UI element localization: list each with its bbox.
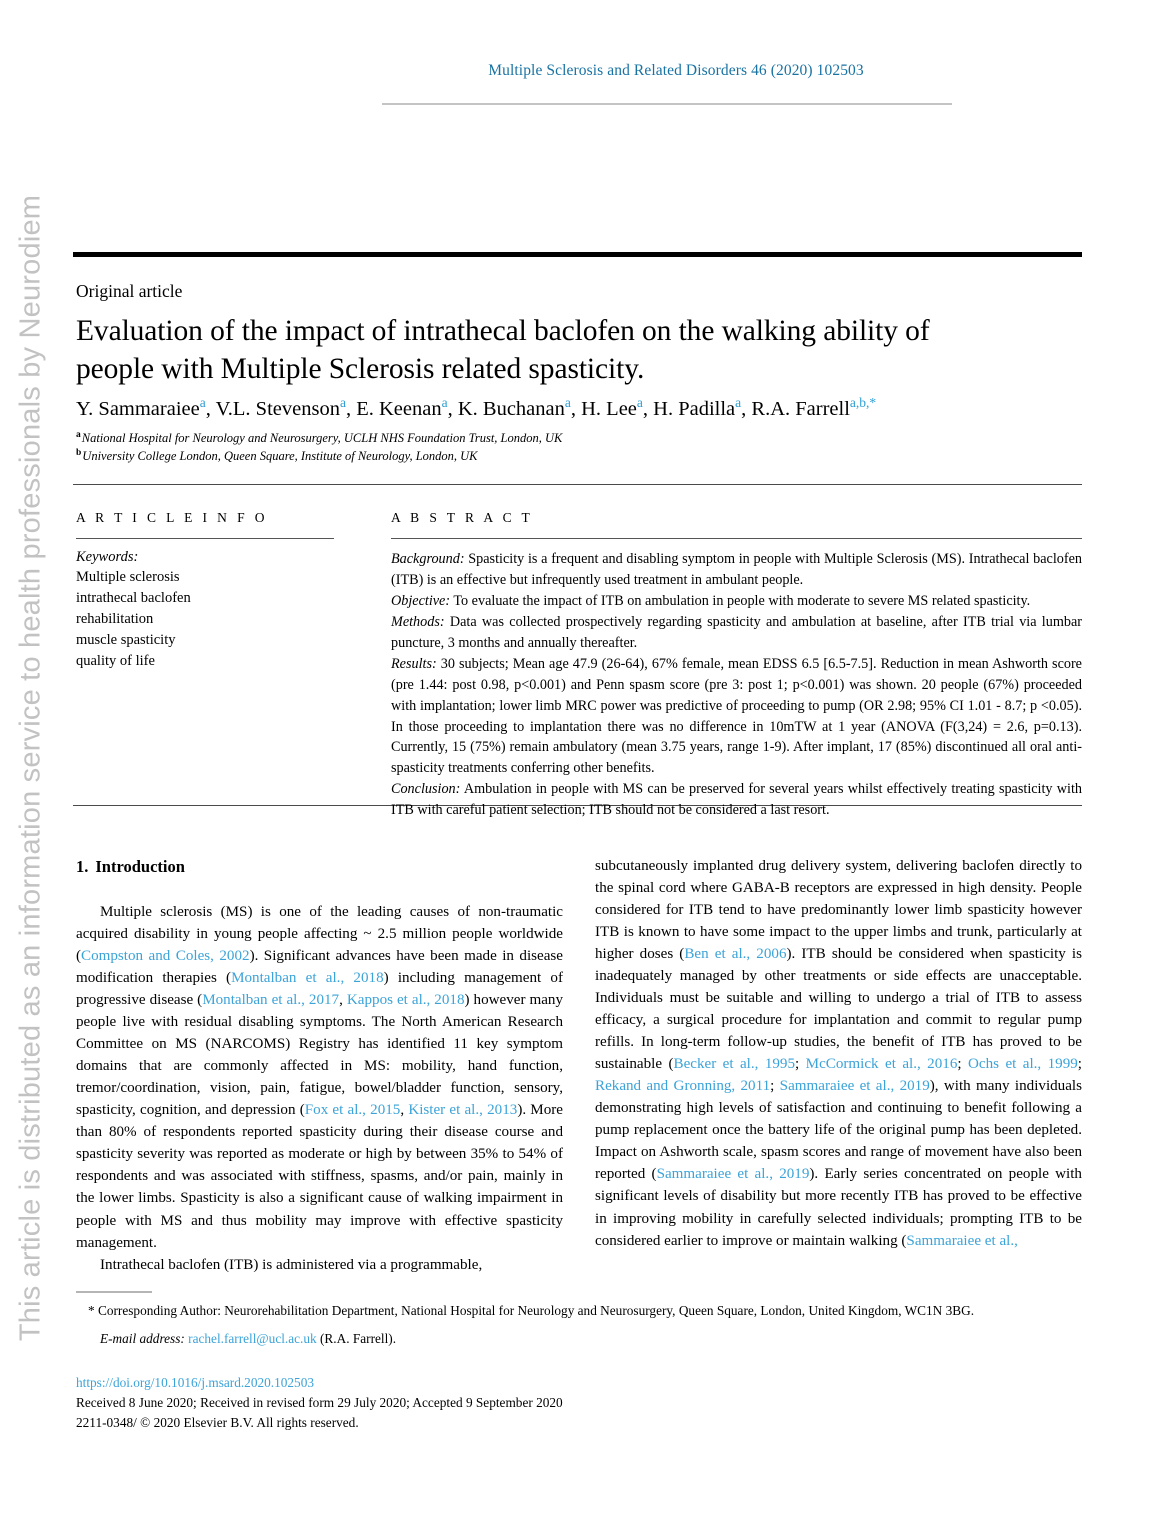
citation-link[interactable]: McCormick et al., 2016 [805, 1056, 958, 1073]
abstract-section-text: 30 subjects; Mean age 47.9 (26-64), 67% female, mean EDSS 6.5 [6.5-7.5]. Reduction in mean Ashworth score (pre 1.44: post 0.98, p<0.001) and Penn spasm score (pre 3: post 1; p<0.001) was shown. 20 people (67%) proceeded with implantation; lower limb MRC power was predictive of proceeding to pump (OR 2.98; 95% CI 1.01 - 8.7; p <0.05). In those proceeding to implantation there was no difference in 10mTW at 1 year (ANOVA (F(3,24) = 2.6, p=0.13). Currently, 15 (75%) remain ambulatory (mean 3.75 years, range 1-9). After implant, 17 (85%) discontinued all oral anti-spasticity treatments conferring other benefits. [391, 655, 1082, 777]
citation-link[interactable]: Ochs et al., 1999 [968, 1056, 1078, 1073]
affiliation-line [76, 448, 976, 466]
intro-paragraph-1: Multiple sclerosis (MS) is one of the leading causes of non-traumatic acquired disability in young people affecting ~ 2.5 million people worldwide (Compston and Coles, 2002). Significant advances have been made in disease modification therapies (Montalban et al., 2018) including management of progressive disease (Montalban et al., 2017, Kappos et al., 2018) however many people live with residual disabling symptoms. The North American Research Committee on MS (NARCOMS) Registry has identified 11 key symptom domains that are commonly affected in MS: mobility, hand function, tremor/coordination, vision, pain, fatigue, bowel/bladder function, sensory, spasticity, cognition, and depression (Fox et al., 2015, Kister et al., 2013). More than 80% of respondents reported spasticity during their disease course and spasticity severity was reported as moderate or high by between 35% to 54% of respondents and was associated with stiffness, spasms, and/or pain, mainly in the lower limbs. Spasticity is also a significant cause of walking impairment in people with MS and thus mobility may improve with effective spasticity management. [76, 904, 564, 1251]
affiliation-text: National Hospital for Neurology and Neurosurgery, UCLH NHS Foundation Trust, London, UK [81, 431, 563, 445]
author-affiliation-mark: a [339, 395, 346, 411]
abstract-section-label: Background: [391, 551, 465, 567]
section-heading-introduction [76, 855, 563, 879]
email-note [76, 1329, 1082, 1348]
citation-link[interactable]: Sammaraiee et al., 2019 [779, 1078, 930, 1095]
abstract-section-label: Objective: [391, 592, 451, 609]
abstract-section [391, 591, 1082, 612]
citation-link[interactable]: Compston and Coles, 2002 [81, 948, 250, 965]
email-link[interactable]: rachel.farrell@ucl.ac.uk [188, 1331, 317, 1347]
keyword-item[interactable]: intrathecal baclofen [76, 590, 191, 607]
author-name[interactable]: Y. Sammaraiee [76, 398, 200, 420]
article-top-rule [73, 252, 1082, 257]
author-name[interactable]: K. Buchanan [457, 398, 565, 420]
abstract-section-label: Results: [391, 655, 437, 672]
abstract-section [391, 654, 1082, 780]
body-column-right [595, 855, 1082, 1252]
affiliation-mark: b [76, 447, 82, 458]
footnote-rule [76, 1291, 152, 1293]
author-list: Y. Sammaraiee$^a$, V.L. Stevenson$^a$, E. Keenan$^a$, K. Buchanan$^a$, H. Lee$^a$, H. Padilla$^a$, R.A. Farrell$^{a,b,*}$ [76, 395, 877, 420]
intro-paragraph-2-continued: subcutaneously implanted drug delivery system, delivering baclofen directly to the spinal cord where GABA-B receptors are expressed in high density. People considered for ITB tend to have predominantly lower limb spasticity however ITB is known to have some impact to the upper limbs and trunk, particularly at higher doses (Ben et al., 2006). ITB should be considered when spasticity is inadequately managed by other treatments or side effects are unacceptable. Individuals must be suitable and willing to undergo a trial of ITB to assess efficacy, a surgical procedure for implantation and commit to regular pump refills. In long-term follow-up studies, the benefit of ITB has proved to be sustainable (Becker et al., 1995; McCormick et al., 2016; Ochs et al., 1999; Rekand and Gronning, 2011; Sammaraiee et al., 2019), with many individuals demonstrating high levels of satisfaction and continuing to benefit following a pump replacement once the battery life of the original pump has been depleted. Impact on Ashworth scale, spasm scores and range of movement have also been reported (Sammaraiee et al., 2019). Early series concentrated on people with significant levels of disability but more recently ITB has proved to be effective in improving mobility in carefully selected individuals; prompting ITB to be considered earlier to improve or maintain walking (Sammaraiee et al., [595, 858, 1082, 1249]
abstract-block [391, 510, 1082, 821]
imprint-block [76, 1373, 1082, 1434]
intro-paragraph-2: Intrathecal baclofen (ITB) is administered via a programmable, [100, 1256, 483, 1273]
author-name[interactable]: E. Keenan [356, 398, 442, 420]
author-affiliation-mark: a [636, 395, 643, 411]
citation-link[interactable]: Rekand and Gronning, 2011 [595, 1078, 771, 1095]
neurodiem-watermark-band [0, 0, 62, 1536]
keyword-item[interactable]: quality of life [76, 653, 155, 670]
author-affiliation-mark: a [441, 395, 448, 411]
citation-link[interactable]: Fox et al., 2015 [304, 1102, 401, 1119]
citation-link[interactable]: Sammaraiee et al., [906, 1232, 1018, 1249]
affiliation-list [76, 430, 976, 466]
citation-link[interactable]: Ben et al., 2006 [684, 946, 787, 963]
section-title: Introduction [95, 857, 185, 876]
abstract-section [391, 779, 1082, 821]
corresponding-author-note: * Corresponding Author: Neurorehabilitation Department, National Hospital for Neurology and Neurosurgery, Queen Square, London, United Kingdom, WC1N 3BG. [88, 1303, 975, 1318]
watermark-text: This article is distributed as an information service to health professionals by Neurodiem [14, 194, 47, 1342]
body-column-left [76, 855, 563, 1276]
author-name[interactable]: H. Lee [581, 398, 637, 420]
email-suffix: (R.A. Farrell). [316, 1331, 397, 1347]
abstract-section-text: To evaluate the impact of ITB on ambulation in people with moderate to severe MS related spasticity. [450, 592, 1031, 609]
keywords-list [76, 567, 346, 672]
article-info-underline [76, 538, 334, 539]
article-type-label: Original article [76, 281, 183, 301]
author-affiliation-mark: a,b,* [849, 395, 877, 411]
section-number: 1. [76, 857, 89, 876]
author-affiliation-mark: a [199, 395, 206, 411]
abstract-section [391, 612, 1082, 654]
author-name[interactable]: R.A. Farrell [751, 398, 850, 420]
keywords-label: Keywords: [76, 549, 139, 565]
affiliation-mark: a [76, 429, 81, 440]
abstract-section [391, 549, 1082, 591]
citation-link[interactable]: Sammaraiee et al., 2019 [656, 1166, 810, 1183]
abstract-section-label: Conclusion: [391, 781, 461, 798]
abstract-underline [391, 538, 1082, 539]
info-block-top-rule [73, 484, 1082, 485]
citation-link[interactable]: Kister et al., 2013 [408, 1102, 518, 1119]
affiliation-line [76, 430, 976, 448]
citation-link[interactable]: Becker et al., 1995 [673, 1056, 796, 1073]
abstract-section-text: Spasticity is a frequent and disabling symptom in people with Multiple Sclerosis (MS). Intrathecal baclofen (ITB) is an effective but infrequently used treatment in ambulant people. [391, 551, 1082, 588]
abstract-heading: A B S T R A C T [391, 510, 534, 525]
abstract-section-text: Data was collected prospectively regarding spasticity and ambulation at baseline, after ITB trial via lumbar puncture, 3 months and annually thereafter. [391, 613, 1082, 651]
article-info-block [76, 510, 346, 672]
footnote-block [76, 1301, 1082, 1349]
page-title: Evaluation of the impact of intrathecal baclofen on the walking ability of people with Multiple Sclerosis related spasticity. [76, 315, 930, 385]
running-head-rule [382, 103, 952, 105]
abstract-section-text: Ambulation in people with MS can be preserved for several years whilst effectively treating spasticity with ITB with careful patient selection; ITB should not be considered a last resort. [391, 781, 1082, 819]
author-affiliation-mark: a [564, 395, 571, 411]
citation-link[interactable]: Kappos et al., 2018 [346, 992, 465, 1009]
journal-citation[interactable]: Multiple Sclerosis and Related Disorders 46 (2020) 102503 [488, 62, 864, 79]
author-name[interactable]: V.L. Stevenson [215, 398, 340, 420]
running-head [396, 62, 956, 80]
author-affiliation-mark: a [735, 395, 742, 411]
keyword-item[interactable]: muscle spasticity [76, 632, 176, 649]
doi-link[interactable]: https://doi.org/10.1016/j.msard.2020.102503 [76, 1375, 314, 1390]
abstract-section-label: Methods: [391, 613, 445, 630]
author-name[interactable]: H. Padilla [653, 398, 736, 420]
citation-link[interactable]: Montalban et al., 2018 [231, 970, 384, 987]
article-info-heading: A R T I C L E I N F O [76, 510, 268, 525]
keyword-item[interactable]: rehabilitation [76, 611, 154, 628]
doi-line [76, 1373, 1082, 1393]
keyword-item[interactable]: Multiple sclerosis [76, 569, 180, 585]
affiliation-text: University College London, Queen Square, Institute of Neurology, London, UK [82, 448, 478, 463]
abstract-body [391, 549, 1082, 821]
email-label: E-mail address: [100, 1331, 185, 1347]
received-dates: Received 8 June 2020; Received in revised form 29 July 2020; Accepted 9 September 2020 [76, 1395, 563, 1411]
citation-link[interactable]: Montalban et al., 2017 [202, 992, 340, 1009]
copyright-line: 2211-0348/ © 2020 Elsevier B.V. All rights reserved. [76, 1415, 359, 1431]
